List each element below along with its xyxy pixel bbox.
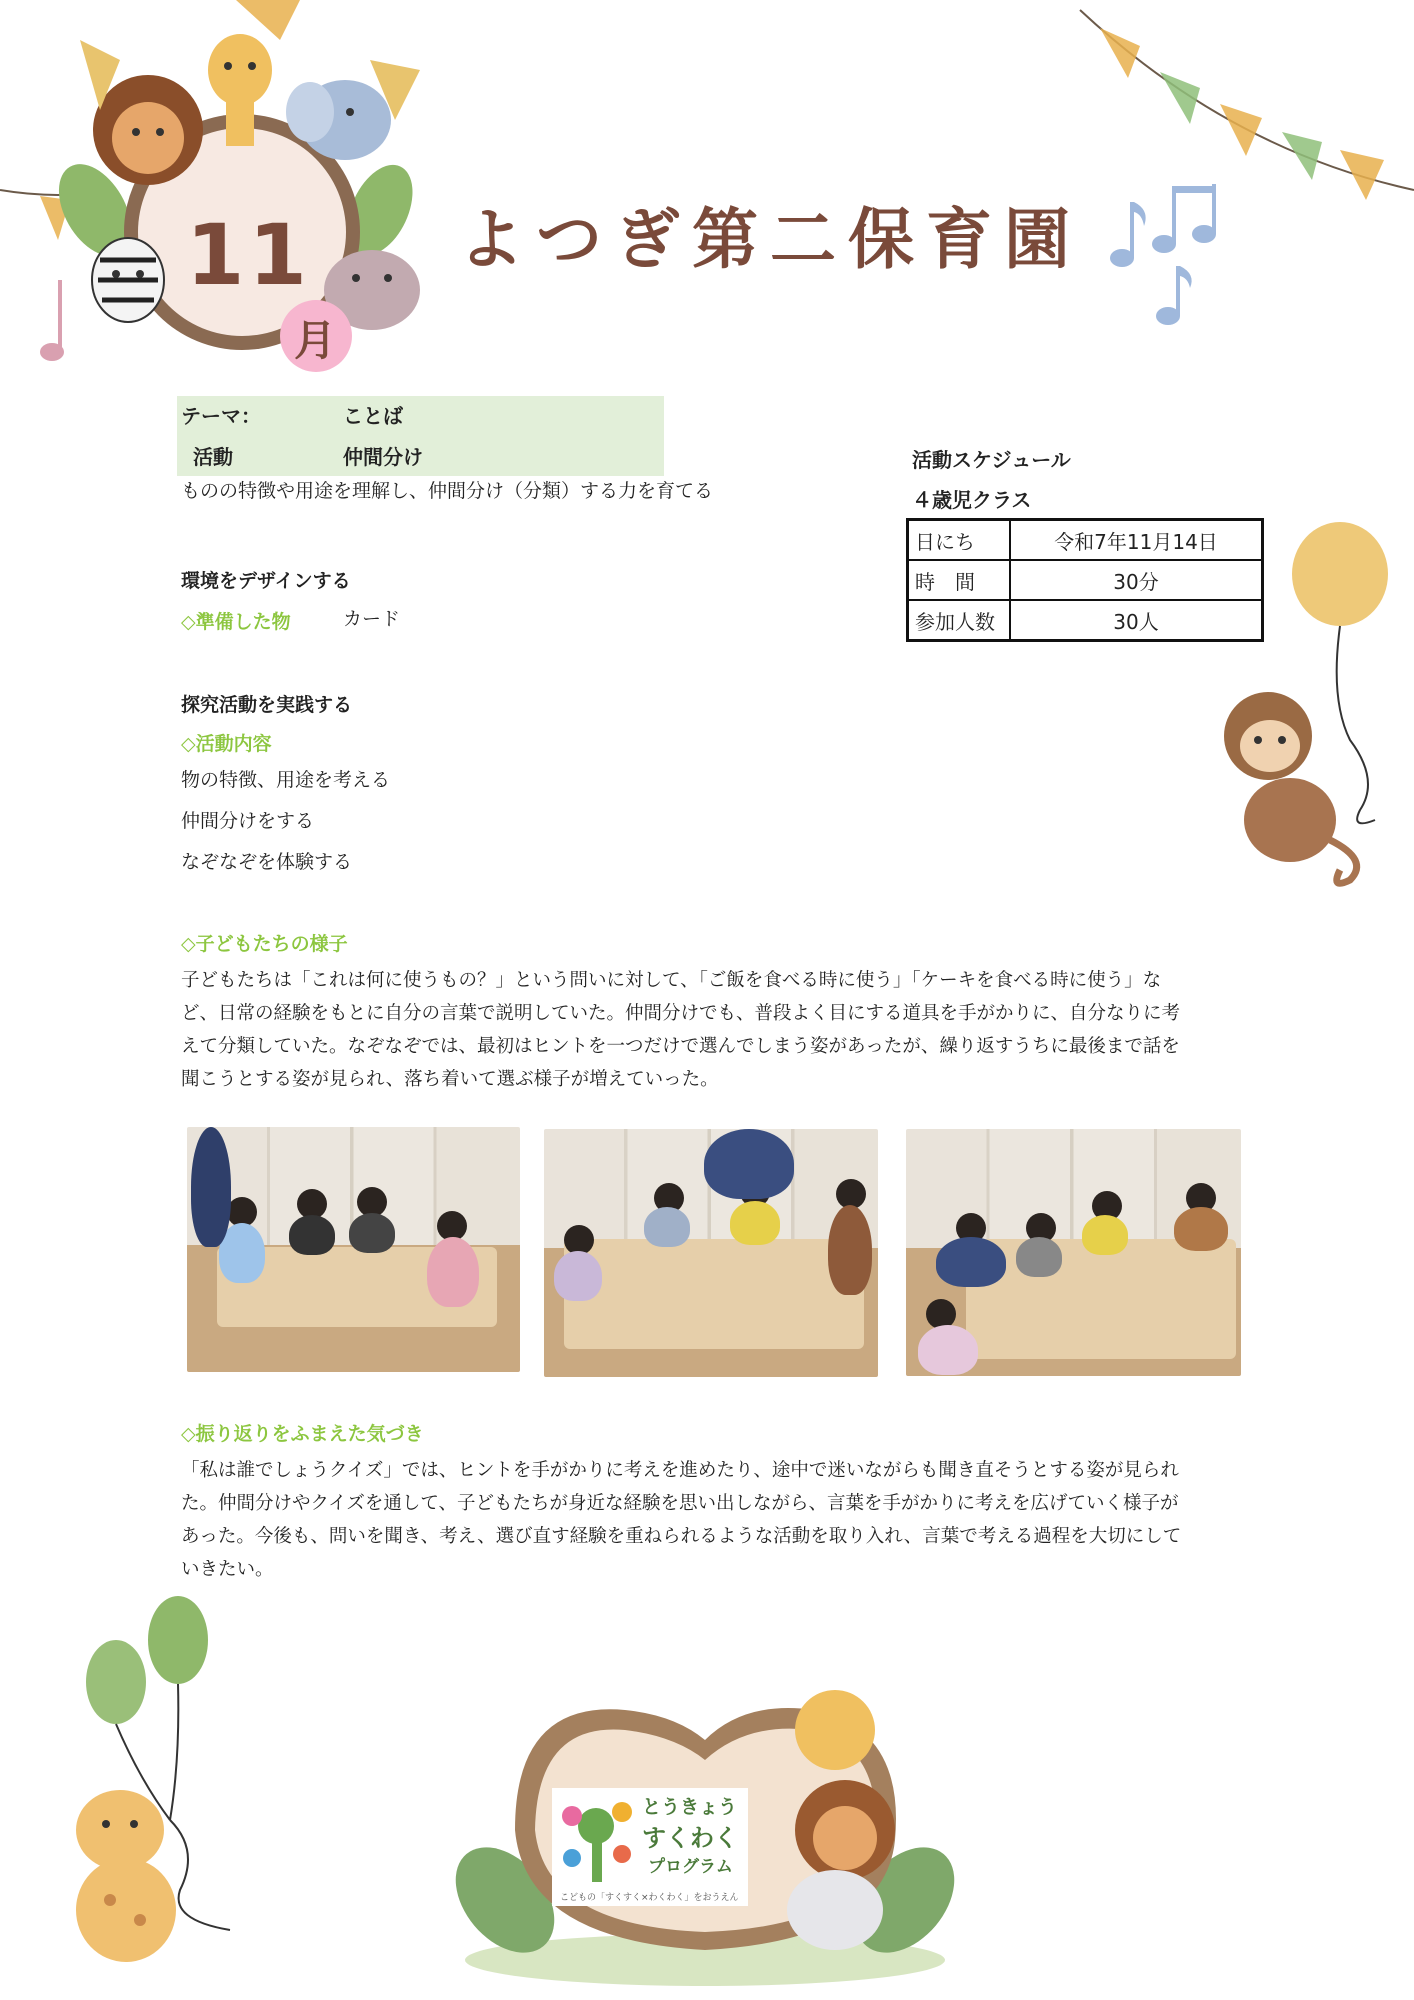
activity-label: 活動 [193, 445, 233, 469]
inquiry-heading: 探究活動を実践する [181, 694, 353, 716]
activity-photo [544, 1129, 878, 1377]
logo-line-1: とうきょう [642, 1796, 738, 1818]
children-label: ◇子どもたちの様子 [181, 933, 348, 955]
monkey-balloon-illustration [1200, 520, 1414, 890]
prepared-label: ◇準備した物 [181, 611, 291, 633]
class-name: ４歳児クラス [912, 488, 1032, 512]
schedule-value-participants: 30人 [1010, 600, 1263, 641]
logo-line-2: すくわく [642, 1824, 738, 1852]
activity-aim: ものの特徴や用途を理解し、仲間分け（分類）する力を育てる [181, 480, 714, 502]
month-number: 11 [186, 206, 311, 304]
animals-illustration [0, 0, 450, 390]
activity-value: 仲間分け [343, 445, 423, 469]
content-item: 仲間分けをする [181, 810, 315, 832]
theme-label: テーマ： [181, 404, 261, 428]
activity-photo [187, 1127, 520, 1372]
activity-photo [906, 1129, 1241, 1376]
environment-heading: 環境をデザインする [181, 570, 351, 592]
children-text [181, 964, 1251, 1096]
schedule-key-participants: 参加人数 [908, 600, 1011, 641]
school-name: よつぎ第二保育園 [458, 201, 1082, 278]
schedule-title: 活動スケジュール [912, 448, 1071, 472]
text-line: あった。今後も、問いを聞き、考え、選び直す経験を重ねられるような活動を取り入れ、言葉で考える過程を大切にして [181, 1526, 1182, 1547]
content-label: ◇活動内容 [181, 733, 272, 755]
text-line: えて分類していた。なぞなぞでは、最初はヒントを一つだけで選んでしまう姿があったが、繰り返すうちに最後まで話を [181, 1036, 1180, 1057]
text-line: 「私は誰でしょうクイズ」では、ヒントを手がかりに考えを進めたり、途中で迷いながらも聞き直そうとする姿が見られ [181, 1460, 1179, 1481]
theme-value: ことば [343, 404, 403, 428]
schedule-key-time: 時 間 [908, 560, 1011, 600]
prepared-value: カード [343, 608, 401, 630]
content-item: なぞなぞを体験する [181, 851, 353, 873]
reflection-text [181, 1454, 1251, 1586]
reflection-label: ◇振り返りをふまえた気づき [181, 1423, 424, 1445]
schedule-value-time: 30分 [1010, 560, 1263, 600]
content-item: 物の特徴、用途を考える [181, 769, 391, 791]
logo-line-3: プログラム [648, 1857, 733, 1877]
month-label: 月 [294, 316, 337, 365]
text-line: いきたい。 [181, 1559, 274, 1580]
text-line: 聞こうとする姿が見られ、落ち着いて選ぶ様子が増えていった。 [181, 1069, 719, 1090]
text-line: 子どもたちは「これは何に使うもの？」という問いに対して、「ご飯を食べる時に使う」「ケーキを食べる時に使う」な [181, 970, 1162, 991]
giraffe-balloon-illustration [30, 1590, 280, 1980]
tree-logo-icon [556, 1792, 640, 1886]
text-line: た。仲間分けやクイズを通して、子どもたちが身近な経験を思い出しながら、言葉を手がかりに考えを広げていく様子が [181, 1493, 1179, 1514]
schedule-value-date: 令和7年11月14日 [1010, 520, 1263, 561]
schedule-key-date: 日にち [908, 520, 1011, 561]
text-line: ど、日常の経験をもとに自分の言葉で説明していた。仲間分けでも、普段よく目にする道具を手がかりに、自分なりに考 [181, 1003, 1181, 1024]
logo-tagline: こどもの「すくすく×わくわく」をおうえん [560, 1893, 739, 1903]
music-notes-icon [1100, 180, 1240, 330]
